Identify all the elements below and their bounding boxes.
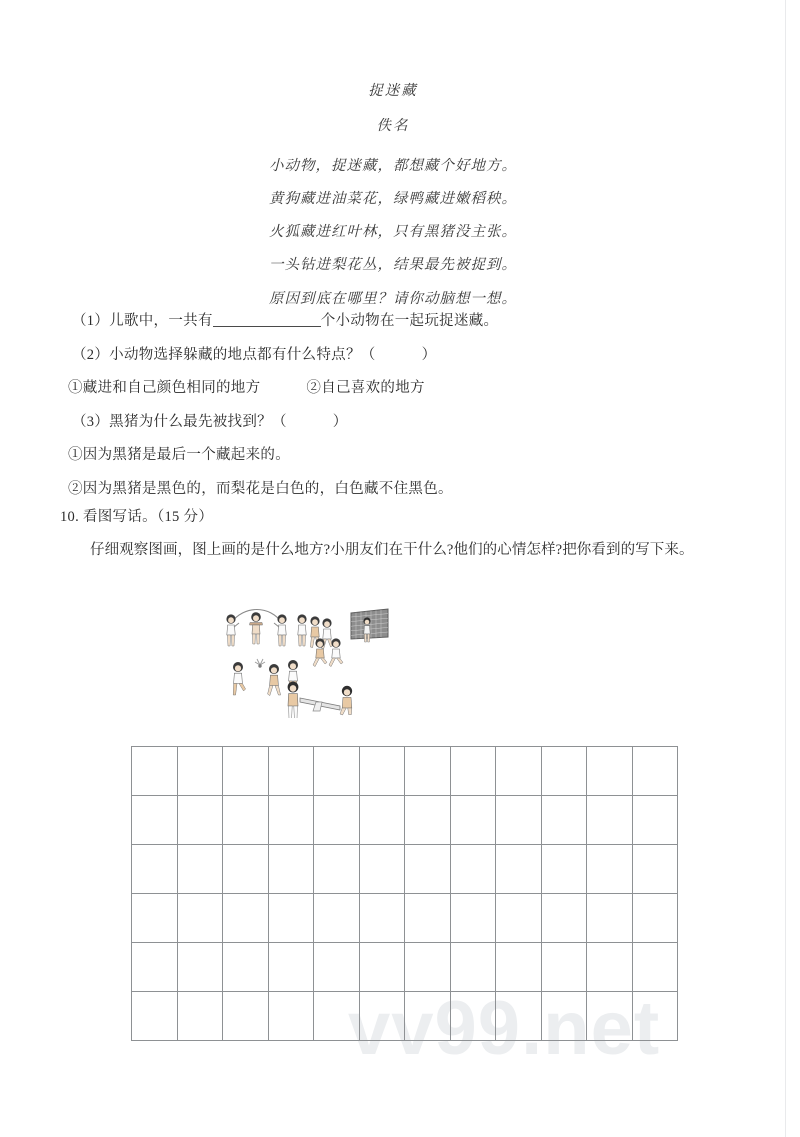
writing-grid-cell[interactable] — [359, 943, 405, 992]
writing-grid-cell[interactable] — [450, 796, 496, 845]
writing-grid-cell[interactable] — [223, 845, 269, 894]
poem-title: 捉迷藏 — [368, 83, 418, 99]
writing-grid-cell[interactable] — [450, 747, 496, 796]
writing-grid-cell[interactable] — [632, 747, 678, 796]
writing-grid-cell[interactable] — [405, 992, 451, 1041]
poem-lines — [0, 157, 786, 308]
writing-grid-row — [132, 845, 678, 894]
writing-grid-cell[interactable] — [496, 747, 542, 796]
poem-line: 黄狗藏进油菜花，绿鸭藏进嫩稻秧。 — [269, 191, 517, 208]
writing-grid-body — [132, 747, 678, 1041]
writing-grid-cell[interactable] — [632, 796, 678, 845]
writing-grid-row — [132, 943, 678, 992]
writing-grid-cell[interactable] — [405, 894, 451, 943]
writing-grid-cell[interactable] — [450, 894, 496, 943]
writing-grid-cell[interactable] — [314, 747, 360, 796]
question-2-options — [68, 379, 732, 399]
writing-grid-cell[interactable] — [314, 943, 360, 992]
writing-grid-cell[interactable] — [132, 747, 178, 796]
poem-line: 火狐藏进红叶林，只有黑猪没主张。 — [269, 224, 517, 241]
writing-grid-cell[interactable] — [405, 845, 451, 894]
writing-grid-cell[interactable] — [314, 845, 360, 894]
writing-grid-cell[interactable] — [132, 894, 178, 943]
question-2 — [72, 346, 732, 366]
writing-grid-cell[interactable] — [268, 992, 314, 1041]
writing-grid-cell[interactable] — [587, 796, 633, 845]
writing-grid-cell[interactable] — [587, 747, 633, 796]
writing-grid-cell[interactable] — [223, 894, 269, 943]
question-3-option-2[interactable]: ②因为黑猪是黑色的，而梨花是白色的，白色藏不住黑色。 — [68, 480, 453, 497]
writing-grid-cell[interactable] — [541, 796, 587, 845]
writing-grid-cell[interactable] — [541, 992, 587, 1041]
writing-grid-cell[interactable] — [223, 796, 269, 845]
writing-grid-cell[interactable] — [268, 845, 314, 894]
question-2-text: （2）小动物选择躲藏的地点都有什么特点？（ — [72, 346, 376, 363]
writing-grid-cell[interactable] — [132, 845, 178, 894]
question-2-close: ） — [421, 346, 437, 363]
writing-grid-cell[interactable] — [223, 747, 269, 796]
writing-grid-cell[interactable] — [177, 747, 223, 796]
writing-grid-cell[interactable] — [268, 747, 314, 796]
writing-grid-row — [132, 894, 678, 943]
poem-line: 小动物，捉迷藏，都想藏个好地方。 — [269, 158, 517, 174]
question-3 — [72, 413, 732, 433]
writing-grid-cell[interactable] — [405, 796, 451, 845]
question-2-option-2[interactable]: ②自己喜欢的地方 — [306, 380, 425, 397]
writing-grid-cell[interactable] — [177, 992, 223, 1041]
item-10-instructions: 仔细观察图画，图上画的是什么地方?小朋友们在干什么?他们的心情怎样?把你看到的写下来。 — [90, 542, 694, 558]
writing-grid-cell[interactable] — [587, 845, 633, 894]
writing-grid-cell[interactable] — [314, 992, 360, 1041]
writing-grid-cell[interactable] — [541, 894, 587, 943]
writing-grid-cell[interactable] — [541, 747, 587, 796]
writing-grid-row — [132, 796, 678, 845]
writing-grid-cell[interactable] — [132, 992, 178, 1041]
writing-grid-cell[interactable] — [177, 894, 223, 943]
shuttlecock — [255, 659, 265, 668]
writing-grid-cell[interactable] — [177, 943, 223, 992]
writing-grid-cell[interactable] — [450, 992, 496, 1041]
writing-grid-cell[interactable] — [496, 845, 542, 894]
writing-grid-cell[interactable] — [496, 943, 542, 992]
question-1 — [72, 312, 732, 332]
item-10-heading: 10. 看图写话。（15 分） — [60, 509, 214, 525]
writing-grid-cell[interactable] — [405, 943, 451, 992]
writing-grid-cell[interactable] — [359, 796, 405, 845]
writing-grid-cell[interactable] — [632, 992, 678, 1041]
writing-grid-cell[interactable] — [587, 894, 633, 943]
writing-grid-cell[interactable] — [359, 894, 405, 943]
writing-grid-cell[interactable] — [496, 992, 542, 1041]
writing-grid-row — [132, 747, 678, 796]
poem-block — [0, 84, 786, 323]
question-3-text: （3）黑猪为什么最先被找到？（ — [72, 413, 287, 430]
writing-grid[interactable] — [131, 746, 678, 1041]
question-1-suffix: 个小动物在一起玩捉迷藏。 — [320, 313, 499, 329]
writing-grid-cell[interactable] — [132, 943, 178, 992]
answer-blank-1[interactable] — [213, 326, 321, 327]
writing-grid-cell[interactable] — [632, 845, 678, 894]
question-3-option-1[interactable]: ①因为黑猪是最后一个藏起来的。 — [68, 447, 290, 464]
writing-grid-cell[interactable] — [496, 894, 542, 943]
writing-grid-cell[interactable] — [405, 747, 451, 796]
questions-block — [68, 312, 732, 513]
soccer-goal-net — [351, 609, 388, 642]
writing-grid-cell[interactable] — [541, 943, 587, 992]
watermark: vv99.net — [348, 986, 661, 1071]
writing-grid-cell[interactable] — [359, 845, 405, 894]
writing-grid-cell[interactable] — [314, 894, 360, 943]
writing-grid-cell[interactable] — [268, 943, 314, 992]
writing-grid-cell[interactable] — [177, 796, 223, 845]
writing-grid-cell[interactable] — [632, 943, 678, 992]
writing-grid-cell[interactable] — [177, 845, 223, 894]
writing-grid-cell[interactable] — [132, 796, 178, 845]
writing-grid-cell[interactable] — [268, 894, 314, 943]
seesaw-group — [288, 660, 353, 718]
poem-author: 佚名 — [376, 117, 410, 134]
poem-line: 原因到底在哪里？请你动脑想一想。 — [269, 290, 517, 307]
writing-grid-row — [132, 992, 678, 1041]
question-1-prefix: （1）儿歌中，一共有 — [72, 313, 213, 329]
question-3-close: ） — [332, 413, 348, 430]
writing-grid-cell[interactable] — [587, 943, 633, 992]
writing-grid-cell[interactable] — [587, 992, 633, 1041]
children-playing-illustration — [212, 603, 392, 718]
writing-grid-cell[interactable] — [541, 845, 587, 894]
writing-grid-cell[interactable] — [223, 992, 269, 1041]
writing-grid-cell[interactable] — [359, 747, 405, 796]
writing-grid-cell[interactable] — [314, 796, 360, 845]
writing-grid-cell[interactable] — [450, 943, 496, 992]
question-2-option-1[interactable]: ①藏进和自己颜色相同的地方 — [68, 380, 261, 397]
writing-grid-cell[interactable] — [359, 992, 405, 1041]
poem-line: 一头钻进梨花丛，结果最先被捉到。 — [269, 257, 517, 274]
writing-grid-cell[interactable] — [450, 845, 496, 894]
writing-grid-cell[interactable] — [632, 894, 678, 943]
writing-grid-cell[interactable] — [268, 796, 314, 845]
writing-grid-cell[interactable] — [496, 796, 542, 845]
writing-grid-cell[interactable] — [223, 943, 269, 992]
